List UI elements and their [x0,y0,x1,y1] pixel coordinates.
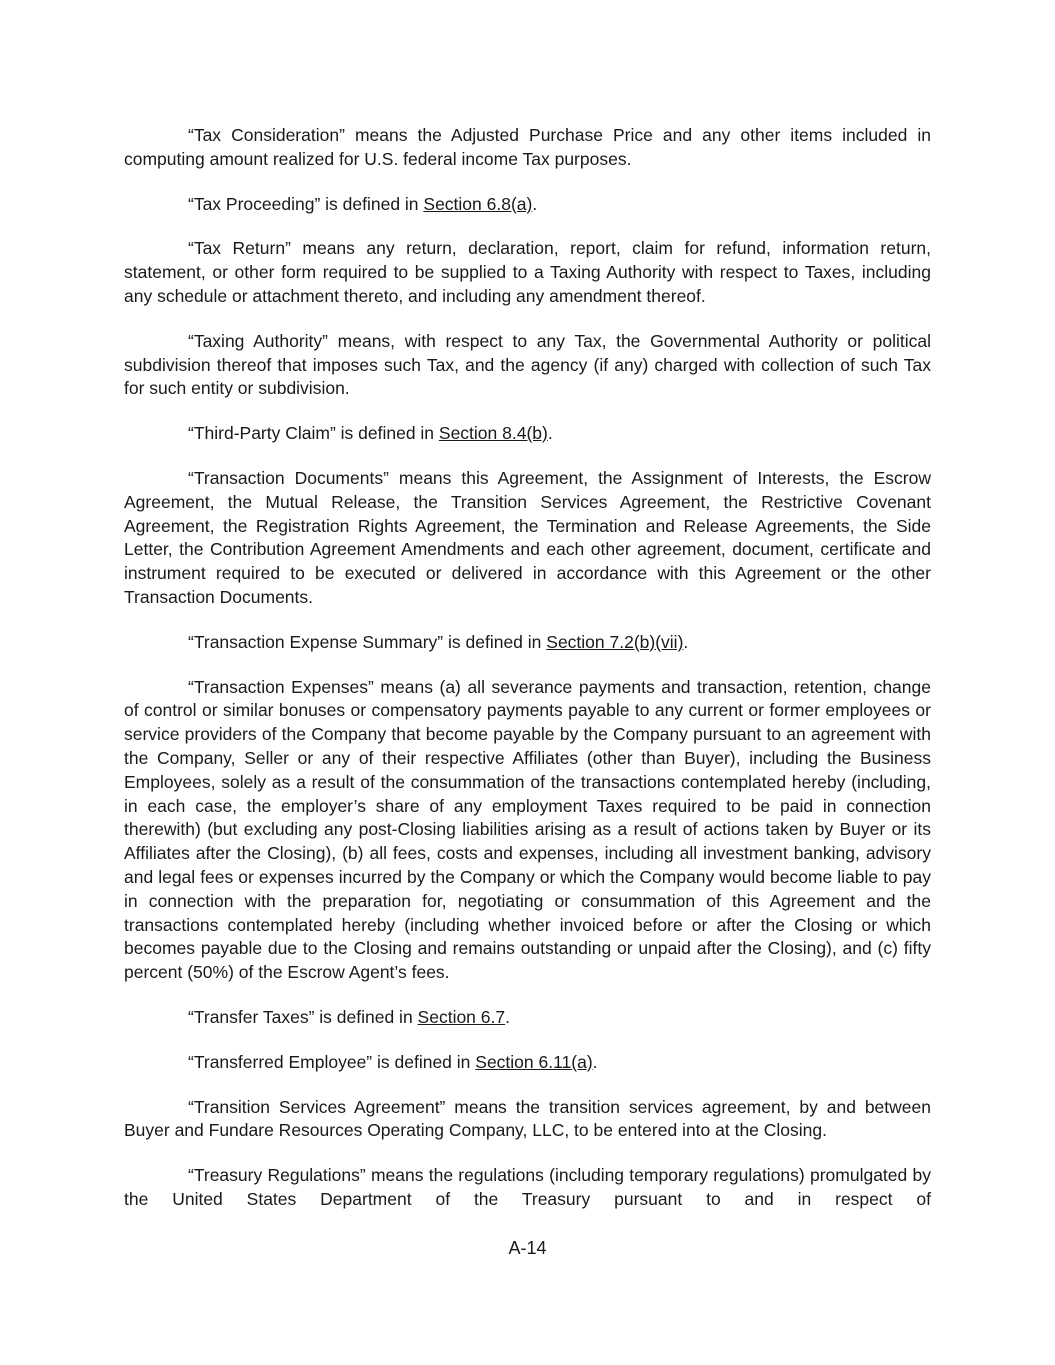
definition-taxing-authority: “Taxing Authority” means, with respect to any Tax, the Governmental Authority or political subdivision thereof that imposes such Tax, and the agency (if any) charged with collection of such Tax for such entity or subdivision. [124,330,931,399]
definition-third-party-claim [124,422,931,446]
definition-transfer-taxes [124,1006,931,1030]
definition-punctuation: . [592,1051,598,1072]
definition-text: “Tax Proceeding” is defined in [188,193,424,214]
document-body [124,124,931,1233]
definition-punctuation: . [505,1006,510,1027]
page-number: A-14 [508,1238,547,1258]
section-reference-link[interactable]: Section 6.11(a) [475,1051,593,1072]
definition-transaction-expenses: “Transaction Expenses” means (a) all severance payments and transaction, retention, change of control or similar bonuses or compensatory payments payable to any current or former employees or service providers of the Company that become payable by the Company pursuant to an agreement with the Company, Seller or any of their respective Affiliates (other than Buyer), including the Business Employees, solely as a result of the consummation of the transactions contemplated hereby (including, in each case, the employer’s share of any employment Taxes required to be paid in connection therewith) (but excluding any post-Closing liabilities arising as a result of actions taken by Buyer or its Affiliates after the Closing), (b) all fees, costs and expenses, including all investment banking, advisory and legal fees or expenses incurred by the Company or which the Company would become liable to pay in connection with the preparation for, negotiating or consummation of this Agreement and the transactions contemplated hereby (including whether invoiced before or after the Closing or which becomes payable due to the Closing and remains outstanding or unpaid after the Closing), and (c) fifty percent (50%) of the Escrow Agent’s fees. [124,676,931,983]
section-reference-link[interactable]: Section 6.8(a) [423,193,533,214]
definition-text: “Transfer Taxes” is defined in [188,1006,418,1027]
definition-punctuation: . [532,193,538,214]
definition-tax-proceeding [124,193,931,217]
definition-transaction-documents: “Transaction Documents” means this Agreement, the Assignment of Interests, the Escrow Agreement, the Mutual Release, the Transition Services Agreement, the Restrictive Covenant Agreement, the Registration Rights Agreement, the Termination and Release Agreements, the Side Letter, the Contribution Agreement Amendments and each other agreement, document, certificate and instrument required to be executed or delivered in accordance with this Agreement or the other Transaction Documents. [124,467,931,607]
definition-transferred-employee [124,1051,931,1075]
definition-transition-services-agreement: “Transition Services Agreement” means the transition services agreement, by and between Buyer and Fundare Resources Operating Company, LLC, to be entered into at the Closing. [124,1096,931,1141]
definition-text: “Transaction Expense Summary” is defined in [188,631,547,652]
definition-tax-return: “Tax Return” means any return, declaration, report, claim for refund, information return, statement, or other form required to be supplied to a Taxing Authority with respect to Taxes, including any schedule or attachment thereto, and including any amendment thereof. [124,238,931,306]
section-reference-link[interactable]: Section 7.2(b)(vii) [546,631,684,652]
section-reference-link[interactable]: Section 6.7 [417,1006,506,1027]
section-reference-link[interactable]: Section 8.4(b) [438,423,548,444]
definition-text: “Transferred Employee” is defined in [188,1051,476,1072]
definition-punctuation: . [547,423,553,444]
definition-tax-consideration: “Tax Consideration” means the Adjusted Purchase Price and any other items included in computing amount realized for U.S. federal income Tax purposes. [124,125,931,169]
definition-text: “Third-Party Claim” is defined in [188,423,439,444]
definition-punctuation: . [683,631,689,652]
definition-treasury-regulations: “Treasury Regulations” means the regulations (including temporary regulations) promulgated by the United States Department of the Treasury pursuant to and in respect of [124,1165,931,1209]
definition-transaction-expense-summary [124,631,931,655]
